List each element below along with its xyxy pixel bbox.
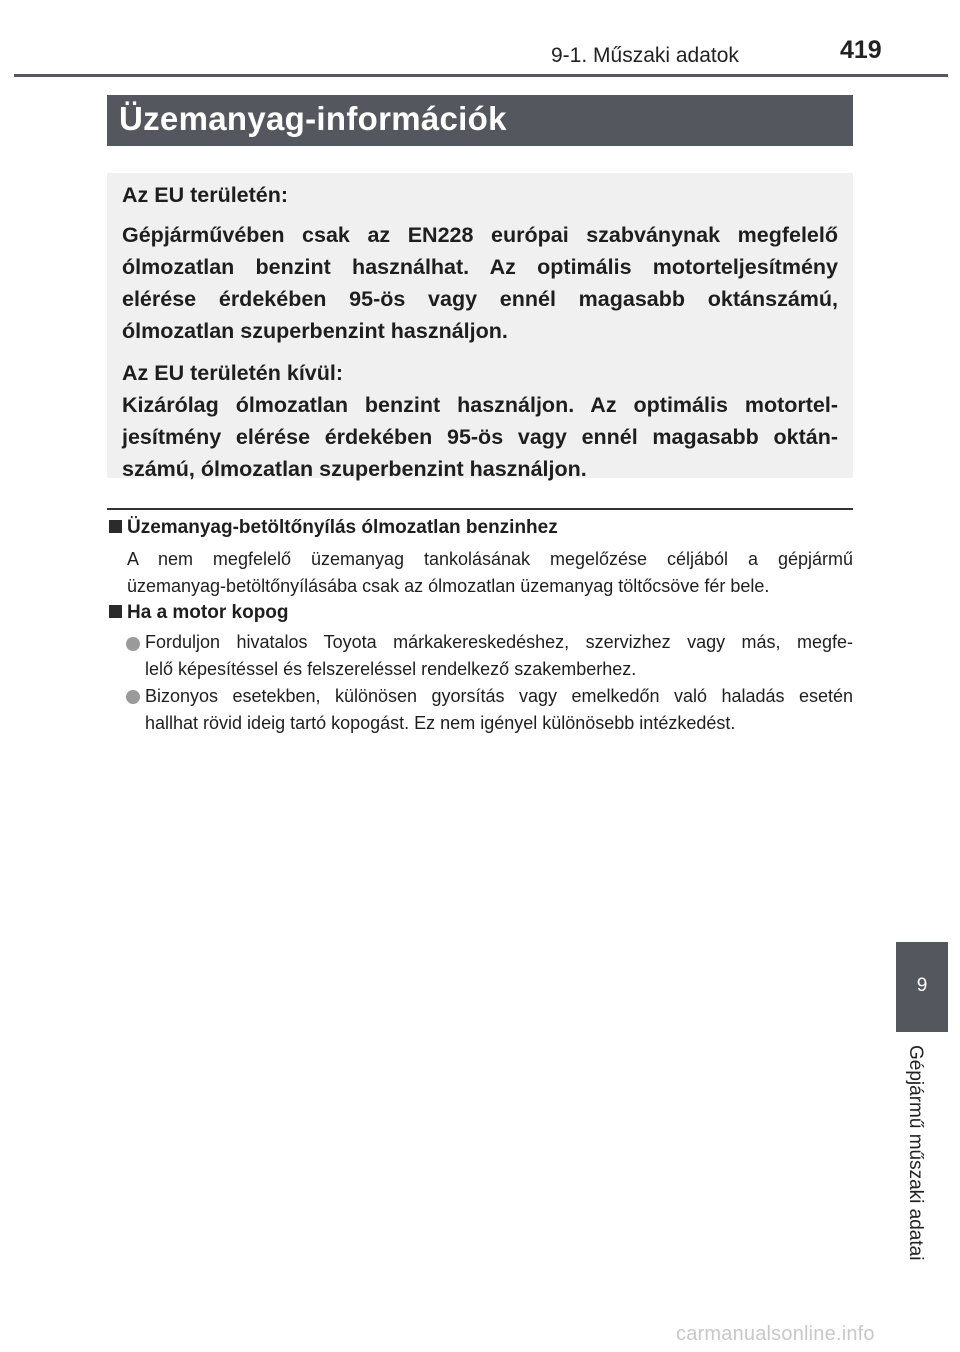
bullet-dot-icon — [126, 637, 140, 651]
page-number: 419 — [840, 36, 882, 64]
non-eu-heading: Az EU területén kívül: — [122, 361, 344, 385]
square-bullet-icon — [109, 520, 122, 533]
filler-neck-paragraph — [127, 546, 853, 600]
section-divider — [107, 508, 853, 510]
chapter-tab — [896, 942, 948, 1032]
fuel-note-box — [107, 173, 853, 481]
bullet-line: Forduljon hivatalos Toyota márkakereskedéshez, szervizhez vagy más, megfe- — [145, 632, 853, 652]
paragraph-line: A nem megfelelő üzemanyag tankolásának megelőzése céljából a gépjármű — [127, 549, 853, 569]
header-rule — [14, 74, 948, 77]
header-section-label: 9-1. Műszaki adatok — [551, 44, 739, 67]
eu-line: ólmozatlan benzint használhat. Az optimális motorteljesítmény — [122, 255, 838, 279]
section-heading-text: Ha a motor kopog — [127, 602, 289, 623]
bullet-dot-icon — [126, 690, 140, 704]
bullet-line: lelő képesítéssel és felszereléssel rendelkező szakemberhez. — [145, 659, 637, 679]
fuel-note-content — [122, 179, 838, 485]
eu-line: Gépjárművében csak az EN228 európai szabványnak megfelelő — [122, 223, 838, 247]
watermark: carmanualsonline.info — [676, 1323, 875, 1345]
chapter-side-label-text: Gépjármű műszaki adatai — [905, 1045, 926, 1261]
chapter-number: 9 — [916, 975, 928, 996]
paragraph-line: üzemanyag-betöltőnyílásába csak az ólmozatlan üzemanyag töltőcsöve fér bele. — [127, 576, 770, 596]
non-eu-line: jesítmény elérése érdekében 95-ös vagy ennél magasabb oktán- — [122, 425, 838, 449]
bullet-item — [145, 683, 853, 737]
page-title: Üzemanyag-információk — [119, 100, 507, 137]
section-heading-text: Üzemanyag-betöltőnyílás ólmozatlan benzinhez — [127, 517, 558, 538]
chapter-side-label — [902, 1045, 936, 1277]
bullet-line: Bizonyos esetekben, különösen gyorsítás vagy emelkedőn való haladás esetén — [145, 686, 853, 706]
non-eu-line: számú, ólmozatlan szuperbenzint használjon. — [122, 457, 587, 481]
section-heading-knocking — [109, 602, 289, 624]
square-bullet-icon — [109, 605, 122, 618]
bullet-line: hallhat rövid ideig tartó kopogást. Ez nem igényel különösebb intézkedést. — [145, 713, 736, 733]
eu-heading: Az EU területén: — [122, 183, 289, 207]
non-eu-line: Kizárólag ólmozatlan benzint használjon. Az optimális motortel- — [122, 393, 838, 417]
bullet-item — [145, 629, 853, 683]
eu-line: ólmozatlan szuperbenzint használjon. — [122, 319, 508, 343]
section-heading-filler-neck — [109, 517, 558, 539]
title-bar — [107, 95, 853, 146]
eu-line: elérése érdekében 95-ös vagy ennél magasabb oktánszámú, — [122, 287, 838, 311]
